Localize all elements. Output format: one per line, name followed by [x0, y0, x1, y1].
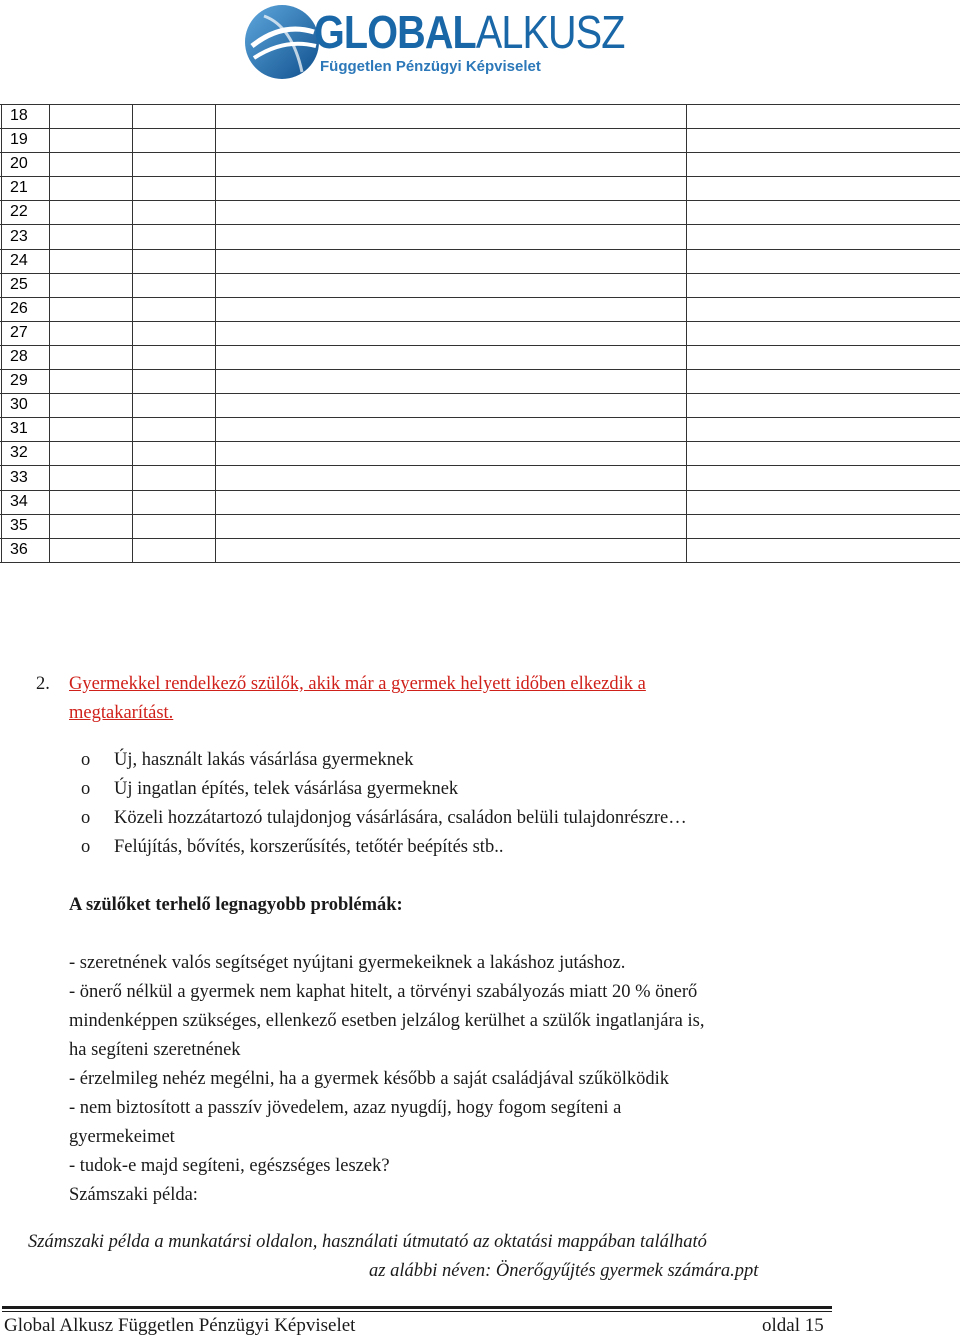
problem-line: mindenképpen szükséges, ellenkező esetben jelzálog kerülhet a szülők ingatlanjára is, — [69, 1011, 705, 1031]
row-number: 28 — [10, 348, 28, 365]
row-number: 32 — [10, 444, 28, 462]
problems-heading: A szülőket terhelő legnagyobb problémák: — [69, 895, 403, 915]
row-number: 23 — [10, 227, 28, 245]
row-number: 33 — [10, 468, 28, 486]
row-number: 35 — [10, 516, 28, 534]
logo-brand-a: GLOBAL — [314, 6, 476, 58]
table-row — [0, 393, 960, 418]
section-heading-line2: megtakarítást. — [69, 703, 174, 723]
bullet-marker: o — [81, 750, 91, 770]
table-row — [0, 249, 960, 274]
problem-line: - érzelmileg nehéz megélni, ha a gyermek később a saját családjával szűkölködik — [69, 1069, 669, 1089]
row-number: 26 — [10, 299, 28, 317]
globe-icon — [242, 2, 322, 82]
table-row — [0, 297, 960, 322]
row-number: 27 — [10, 323, 28, 341]
row-number: 22 — [10, 203, 28, 221]
table-row — [0, 441, 960, 466]
table-row — [0, 152, 960, 177]
row-number: 18 — [10, 107, 28, 124]
row-number: 36 — [10, 540, 28, 558]
table-row — [0, 466, 960, 491]
logo-tagline: Független Pénzügyi Képviselet — [320, 58, 541, 75]
table-row — [0, 225, 960, 250]
list-item: Új ingatlan építés, telek vásárlása gyermeknek — [114, 779, 459, 799]
bullet-marker: o — [81, 837, 91, 857]
list-item: Felújítás, bővítés, korszerűsítés, tetőtér beépítés stb.. — [114, 837, 504, 857]
bullet-marker: o — [81, 779, 91, 799]
row-number: 30 — [10, 396, 28, 414]
problem-line: ha segíteni szeretnének — [69, 1040, 241, 1060]
footer-company: Global Alkusz Független Pénzügyi Képviselet — [4, 1315, 356, 1336]
logo-brand-b: ALKUSZ — [475, 6, 625, 58]
table-row — [0, 345, 960, 370]
row-number: 25 — [10, 275, 28, 293]
problem-line: gyermekeimet — [69, 1127, 175, 1147]
example-label: Számszaki példa: — [69, 1185, 198, 1205]
row-number: 24 — [10, 251, 28, 269]
problem-line: - önerő nélkül a gyermek nem kaphat hitelt, a törvényi szabályozás miatt 20 % önerő — [69, 982, 698, 1002]
page-number: oldal 15 — [762, 1315, 824, 1336]
row-number: 31 — [10, 420, 28, 438]
row-number: 21 — [10, 179, 28, 197]
note-line1: Számszaki példa a munkatársi oldalon, használati útmutató az oktatási mappában található — [28, 1232, 707, 1252]
table-row — [0, 273, 960, 298]
footer-rule — [2, 1306, 832, 1309]
company-logo — [238, 2, 625, 82]
note-line2: az alábbi néven: Önerőgyűjtés gyermek számára.ppt — [369, 1261, 759, 1281]
problem-line: - tudok-e majd segíteni, egészséges leszek? — [69, 1156, 390, 1176]
table-row — [0, 128, 960, 153]
row-number: 20 — [10, 155, 28, 173]
row-number: 19 — [10, 131, 28, 149]
row-number: 34 — [10, 492, 28, 510]
problem-line: - szeretnének valós segítséget nyújtani gyermekeiknek a lakáshoz jutáshoz. — [69, 953, 626, 973]
bullet-marker: o — [81, 808, 91, 828]
table-row — [0, 104, 960, 129]
table-row — [0, 514, 960, 539]
logo-wordmark — [314, 4, 625, 60]
table-row — [0, 321, 960, 346]
table-row — [0, 200, 960, 225]
section-number: 2. — [36, 674, 50, 694]
list-item: Új, használt lakás vásárlása gyermeknek — [114, 750, 414, 770]
table-row — [0, 490, 960, 515]
table-row — [0, 369, 960, 394]
section-heading-line1: Gyermekkel rendelkező szülők, akik már a gyermek helyett időben elkezdik a — [69, 674, 646, 694]
list-item: Közeli hozzátartozó tulajdonjog vásárlására, családon belüli tulajdonrészre… — [114, 808, 687, 828]
problem-line: - nem biztosított a passzív jövedelem, azaz nyugdíj, hogy fogom segíteni a — [69, 1098, 622, 1118]
footer-rule-thin — [2, 1311, 832, 1312]
table-row — [0, 538, 960, 563]
row-number: 29 — [10, 372, 28, 390]
table-row — [0, 417, 960, 442]
table-row — [0, 176, 960, 201]
